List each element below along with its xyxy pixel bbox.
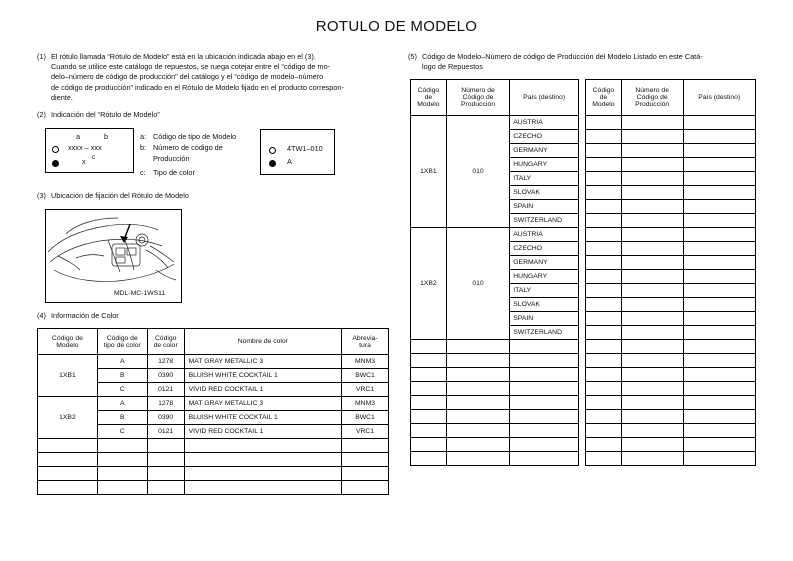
legend-key: a: <box>140 132 147 141</box>
section-1-number: (1) <box>37 52 46 61</box>
empty-cell <box>621 452 683 466</box>
empty-cell <box>621 270 683 284</box>
section-3-heading <box>37 191 189 201</box>
empty-row <box>586 438 756 452</box>
empty-row <box>586 382 756 396</box>
empty-cell <box>621 228 683 242</box>
country-cell: CZECHO <box>510 242 579 256</box>
model-cell: 1XB2 <box>38 397 98 439</box>
abbreviation-cell: MNM3 <box>342 355 389 369</box>
header-text: Modelo <box>56 341 79 349</box>
model-label-example <box>260 129 335 175</box>
empty-cell <box>586 452 622 466</box>
section-1-line: diente. <box>51 92 73 102</box>
header-text: Abrevia- <box>352 334 378 342</box>
section-5-title: logo de Repuestos <box>422 62 483 72</box>
empty-cell <box>683 438 755 452</box>
section-5-heading <box>408 52 758 72</box>
empty-cell <box>683 284 755 298</box>
label-a: a <box>76 132 81 141</box>
open-circle-icon <box>269 147 276 154</box>
empty-cell <box>586 130 622 144</box>
empty-cell <box>683 354 755 368</box>
empty-cell <box>621 256 683 270</box>
empty-cell <box>586 326 622 340</box>
empty-row <box>586 326 756 340</box>
header-text: Número de <box>635 87 669 94</box>
header-model <box>411 80 447 116</box>
header-text: Producción <box>635 101 670 108</box>
color-code-cell: 1278 <box>147 355 184 369</box>
filled-circle-icon <box>52 160 59 167</box>
section-1-line: delo–número de código de producción” del catálogo y el “código de modelo–número <box>51 72 324 82</box>
color-name-cell: VIVID RED COCKTAIL 1 <box>184 383 341 397</box>
table-row <box>411 228 579 242</box>
empty-row <box>586 410 756 424</box>
label-pattern: xxxx – xxx <box>68 143 102 152</box>
empty-cell <box>683 200 755 214</box>
empty-cell <box>586 144 622 158</box>
empty-cell <box>586 256 622 270</box>
empty-cell <box>621 298 683 312</box>
empty-row <box>586 270 756 284</box>
country-cell: AUSTRIA <box>510 116 579 130</box>
section-3-number: (3) <box>37 191 46 200</box>
empty-row <box>411 354 579 368</box>
color-code-cell: 0121 <box>147 383 184 397</box>
empty-cell <box>586 200 622 214</box>
example-color: A <box>287 157 292 166</box>
production-code-cell: 010 <box>446 116 510 228</box>
header-color-code <box>147 329 184 355</box>
header-text: Código <box>592 87 615 94</box>
filled-circle-icon <box>269 160 276 167</box>
color-type-cell: C <box>97 425 147 439</box>
header-text: tura <box>359 341 371 349</box>
empty-cell <box>586 396 622 410</box>
empty-row <box>586 144 756 158</box>
page-title: ROTULO DE MODELO <box>315 18 478 35</box>
empty-cell <box>683 410 755 424</box>
section-2-number: (2) <box>37 110 46 119</box>
empty-cell <box>683 382 755 396</box>
empty-cell <box>683 256 755 270</box>
section-2-heading <box>37 110 160 120</box>
empty-row <box>586 172 756 186</box>
empty-cell <box>683 452 755 466</box>
header-text: de <box>424 94 433 101</box>
header-text: Código <box>154 334 177 342</box>
section-1-line: Cuando se utilice este catálogo de repuestos, se ruega cotejar entre el “código de mo- <box>51 62 331 72</box>
empty-cell <box>683 242 755 256</box>
empty-cell <box>621 438 683 452</box>
color-code-cell: 0121 <box>147 425 184 439</box>
empty-cell <box>586 158 622 172</box>
abbreviation-cell: BWC1 <box>342 369 389 383</box>
section-1-line: de código de producción” indicado en el Rótulo de Modelo fijado en el producto correspon- <box>51 82 344 92</box>
abbreviation-cell: VRC1 <box>342 383 389 397</box>
empty-cell <box>683 158 755 172</box>
empty-cell <box>683 396 755 410</box>
table-row <box>411 116 579 130</box>
color-type-cell: A <box>97 397 147 411</box>
country-cell: SPAIN <box>510 200 579 214</box>
header-model <box>586 80 622 116</box>
color-type-cell: B <box>97 369 147 383</box>
header-text: tipo de color <box>103 341 141 349</box>
empty-row <box>586 242 756 256</box>
empty-cell <box>621 242 683 256</box>
model-cell: 1XB1 <box>411 116 447 228</box>
country-cell: CZECHO <box>510 130 579 144</box>
empty-row <box>586 340 756 354</box>
figure-caption: MDL-MC-1WS11 <box>114 290 166 297</box>
empty-cell <box>586 228 622 242</box>
header-color-name: Nombre de color <box>184 329 341 355</box>
empty-row <box>38 453 389 467</box>
empty-row <box>586 452 756 466</box>
empty-cell <box>683 186 755 200</box>
model-label-diagram <box>45 128 134 173</box>
header-country: País (destino) <box>510 80 579 116</box>
empty-row <box>586 214 756 228</box>
country-cell: SWITZERLAND <box>510 326 579 340</box>
header-text: Modelo <box>592 101 615 108</box>
country-cell: SLOVAK <box>510 186 579 200</box>
country-cell: GERMANY <box>510 144 579 158</box>
section-4-title: Información de Color <box>51 311 119 320</box>
label-b: b <box>104 132 109 141</box>
empty-cell <box>586 214 622 228</box>
color-code-cell: 0390 <box>147 369 184 383</box>
table-header-row <box>38 329 389 355</box>
empty-row <box>586 116 756 130</box>
empty-row <box>411 452 579 466</box>
header-model <box>38 329 98 355</box>
header-text: de color <box>153 341 178 349</box>
empty-cell <box>621 340 683 354</box>
header-text: Producción <box>461 101 496 108</box>
section-1-line: El rótulo llamada “Rótulo de Modelo” está en la ubicación indicada abajo en el (3). <box>51 52 316 61</box>
empty-cell <box>683 312 755 326</box>
legend-text: Número de código de <box>153 143 223 152</box>
empty-row <box>38 467 389 481</box>
color-type-cell: C <box>97 383 147 397</box>
empty-row <box>411 368 579 382</box>
header-text: de <box>599 94 608 101</box>
empty-cell <box>586 242 622 256</box>
label-legend <box>140 131 260 178</box>
header-text: Código de <box>51 334 83 342</box>
empty-cell <box>683 270 755 284</box>
empty-cell <box>586 270 622 284</box>
section-3-title: Ubicación de fijación del Rótulo de Modelo <box>51 191 189 200</box>
country-cell: HUNGARY <box>510 158 579 172</box>
empty-cell <box>683 368 755 382</box>
legend-key: c: <box>140 168 146 177</box>
color-name-cell: MAT GRAY METALLIC 3 <box>184 397 341 411</box>
country-cell: ITALY <box>510 284 579 298</box>
legend-key: b: <box>140 143 147 152</box>
empty-cell <box>683 144 755 158</box>
legend-text: Producción <box>153 154 190 163</box>
example-code: 4TW1–010 <box>287 144 323 153</box>
color-name-cell: VIVID RED COCKTAIL 1 <box>184 425 341 439</box>
color-name-cell: MAT GRAY METALLIC 3 <box>184 355 341 369</box>
legend-text: Código de tipo de Modelo <box>153 132 237 141</box>
label-x: x <box>82 157 86 166</box>
header-text: Código <box>417 87 440 94</box>
empty-cell <box>621 172 683 186</box>
header-production-code <box>446 80 510 116</box>
label-c: c <box>92 154 96 161</box>
country-cell: SPAIN <box>510 312 579 326</box>
empty-row <box>586 130 756 144</box>
empty-row <box>586 368 756 382</box>
empty-row <box>586 312 756 326</box>
empty-cell <box>586 424 622 438</box>
section-4-heading <box>37 311 119 321</box>
empty-row <box>586 228 756 242</box>
empty-row <box>411 424 579 438</box>
abbreviation-cell: BWC1 <box>342 411 389 425</box>
empty-cell <box>586 354 622 368</box>
empty-cell <box>586 382 622 396</box>
empty-row <box>411 410 579 424</box>
header-text: Código de <box>636 94 668 101</box>
color-name-cell: BLUISH WHITE COCKTAIL 1 <box>184 411 341 425</box>
empty-cell <box>621 326 683 340</box>
header-text: Código de <box>462 94 494 101</box>
country-cell: SLOVAK <box>510 298 579 312</box>
empty-cell <box>621 424 683 438</box>
section-5-title: Código de Modelo–Número de código de Producción del Modelo Listado en este Catá- <box>422 52 703 61</box>
empty-row <box>586 256 756 270</box>
section-1 <box>37 52 387 103</box>
empty-row <box>586 354 756 368</box>
empty-cell <box>586 186 622 200</box>
empty-cell <box>621 214 683 228</box>
empty-cell <box>586 312 622 326</box>
country-cell: HUNGARY <box>510 270 579 284</box>
empty-row <box>411 438 579 452</box>
empty-cell <box>621 354 683 368</box>
production-code-table <box>410 79 579 466</box>
empty-cell <box>683 214 755 228</box>
header-text: Modelo <box>417 101 440 108</box>
empty-cell <box>586 410 622 424</box>
empty-cell <box>683 116 755 130</box>
empty-row <box>586 424 756 438</box>
empty-cell <box>621 396 683 410</box>
header-country: País (destino) <box>683 80 755 116</box>
color-type-cell: B <box>97 411 147 425</box>
location-figure <box>45 209 182 303</box>
abbreviation-cell: MNM3 <box>342 397 389 411</box>
empty-cell <box>621 284 683 298</box>
empty-cell <box>621 368 683 382</box>
table-header-row <box>411 80 579 116</box>
production-code-cell: 010 <box>446 228 510 340</box>
empty-cell <box>586 340 622 354</box>
empty-cell <box>621 200 683 214</box>
model-cell: 1XB1 <box>38 355 98 397</box>
empty-row <box>586 284 756 298</box>
empty-cell <box>621 410 683 424</box>
empty-cell <box>683 172 755 186</box>
country-cell: GERMANY <box>510 256 579 270</box>
country-cell: AUSTRIA <box>510 228 579 242</box>
color-code-cell: 0390 <box>147 411 184 425</box>
model-cell: 1XB2 <box>411 228 447 340</box>
empty-cell <box>683 130 755 144</box>
empty-cell <box>586 172 622 186</box>
empty-cell <box>621 130 683 144</box>
empty-row <box>411 340 579 354</box>
empty-row <box>586 158 756 172</box>
empty-cell <box>621 144 683 158</box>
empty-cell <box>586 284 622 298</box>
color-info-table <box>37 328 389 495</box>
empty-row <box>586 186 756 200</box>
empty-cell <box>621 186 683 200</box>
empty-cell <box>683 326 755 340</box>
empty-cell <box>621 158 683 172</box>
color-name-cell: BLUISH WHITE COCKTAIL 1 <box>184 369 341 383</box>
empty-row <box>586 298 756 312</box>
legend-text: Tipo de color <box>153 168 195 177</box>
header-production-code <box>621 80 683 116</box>
empty-cell <box>621 312 683 326</box>
color-code-cell: 1278 <box>147 397 184 411</box>
empty-row <box>411 382 579 396</box>
table-header-row <box>586 80 756 116</box>
empty-cell <box>621 382 683 396</box>
header-color-type <box>97 329 147 355</box>
empty-row <box>38 439 389 453</box>
abbreviation-cell: VRC1 <box>342 425 389 439</box>
empty-cell <box>683 228 755 242</box>
empty-cell <box>621 116 683 130</box>
empty-cell <box>586 438 622 452</box>
country-cell: SWITZERLAND <box>510 214 579 228</box>
empty-row <box>586 396 756 410</box>
empty-cell <box>683 424 755 438</box>
section-5-number: (5) <box>408 52 417 61</box>
country-cell: ITALY <box>510 172 579 186</box>
open-circle-icon <box>52 146 59 153</box>
header-text: Código de <box>106 334 138 342</box>
table-row <box>38 355 389 369</box>
empty-cell <box>586 298 622 312</box>
empty-row <box>586 200 756 214</box>
empty-row <box>411 396 579 410</box>
section-4-number: (4) <box>37 311 46 320</box>
empty-cell <box>586 368 622 382</box>
section-2-title: Indicación del “Rótulo de Modelo” <box>51 110 160 119</box>
production-code-table-blank <box>585 79 756 466</box>
empty-row <box>38 481 389 495</box>
color-type-cell: A <box>97 355 147 369</box>
empty-cell <box>683 340 755 354</box>
empty-cell <box>683 298 755 312</box>
table-row <box>38 397 389 411</box>
empty-cell <box>586 116 622 130</box>
header-text: Número de <box>461 87 495 94</box>
header-abbreviation <box>342 329 389 355</box>
